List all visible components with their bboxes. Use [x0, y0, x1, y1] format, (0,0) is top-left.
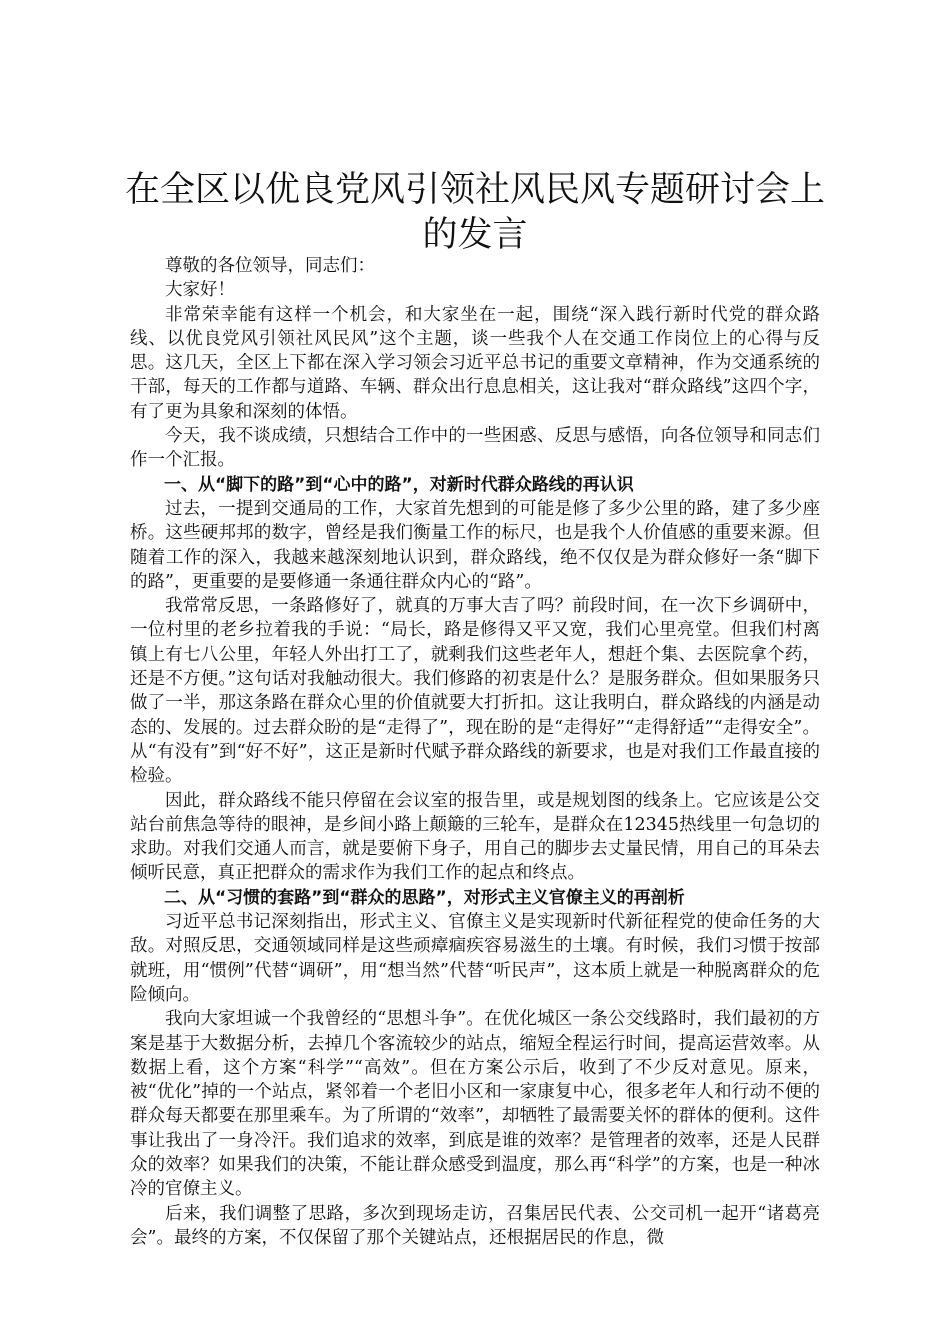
- paragraph: 我常常反思，一条路修好了，就真的万事大吉了吗？前段时间，在一次下乡调研中，一位村里的老乡拉着我的手说：“局长，路是修得又平又宽，我们心里亮堂。但我们村离镇上有七八公里，年轻人外出打工了，就剩我们这些老年人，想赶个集、去医院拿个药，还是不方便。”这句话对我触动很大。我们修路的初衷是什么？是服务群众。但如果服务只做了一半，那这条路在群众心里的价值就要大打折扣。这让我明白，群众路线的内涵是动态的、发展的。过去群众盼的是“走得了”，现在盼的是“走得好”“走得舒适”“走得安全”。从“有没有”到“好不好”，这正是新时代赋予群众路线的新要求，也是对我们工作最直接的检验。: [130, 596, 820, 787]
- paragraph: 因此，群众路线不能只停留在会议室的报告里，或是规划图的线条上。它应该是公交站台前焦急等待的眼神，是乡间小路上颠簸的三轮车，是群众在12345热线里一句急切的求助。对我们交通人而言，就是要俯下身子，用自己的脚步去丈量民情，用自己的耳朵去倾听民意，真正把群众的需求作为我们工作的起点和终点。: [130, 790, 820, 884]
- paragraph: 后来，我们调整了思路，多次到现场走访，召集居民代表、公交司机一起开“诸葛亮会”。最终的方案，不仅保留了那个关键站点，还根据居民的作息，微: [130, 1203, 820, 1248]
- paragraph: 非常荣幸能有这样一个机会，和大家坐在一起，围绕“深入践行新时代党的群众路线、以优良党风引领社风民风”这个主题，谈一些我个人在交通工作岗位上的心得与反思。这几天，全区上下都在深入学习领会习近平总书记的重要文章精神，作为交通系统的干部，每天的工作都与道路、车辆、群众出行息息相关，这让我对“群众路线”这四个字，有了更为具象和深刻的体悟。: [130, 304, 820, 422]
- document-title: 在全区以优良党风引领社风民风专题研讨会上的发言: [124, 170, 825, 255]
- paragraph: 今天，我不谈成绩，只想结合工作中的一些困惑、反思与感悟，向各位领导和同志们作一个汇报。: [130, 426, 820, 471]
- greeting: 大家好！: [165, 280, 235, 301]
- salutation: 尊敬的各位领导，同志们：: [165, 256, 375, 276]
- paragraph: 过去，一提到交通局的工作，大家首先想到的可能是修了多少公里的路，建了多少座桥。这些硬邦邦的数字，曾经是我们衡量工作的标尺，也是我个人价值感的重要来源。但随着工作的深入，我越来越深刻地认识到，群众路线，绝不仅仅是为群众修好一条“脚下的路”，更重要的是要修通一条通往群众内心的“路”。: [130, 498, 820, 592]
- section-heading: 二、从“习惯的套路”到“群众的思路”，对形式主义官僚主义的再剖析: [164, 887, 685, 908]
- section-heading: 一、从“脚下的路”到“心中的路”，对新时代群众路线的再认识: [164, 474, 634, 495]
- paragraph: 习近平总书记深刻指出，形式主义、官僚主义是实现新时代新征程党的使命任务的大敌。对照反思，交通领域同样是这些顽瘴痼疾容易滋生的土壤。有时候，我们习惯于按部就班，用“惯例”代替“调研”，用“想当然”代替“听民声”，这本质上就是一种脱离群众的危险倾向。: [130, 912, 820, 1005]
- document-body: [130, 254, 820, 1250]
- paragraph: 我向大家坦诚一个我曾经的“思想斗争”。在优化城区一条公交线路时，我们最初的方案是基于大数据分析，去掉几个客流较少的站点，缩短全程运行时间，提高运营效率。从数据上看，这个方案“科学”“高效”。但在方案公示后，收到了不少反对意见。原来，被“优化”掉的一个站点，紧邻着一个老旧小区和一家康复中心，很多老年人和行动不便的群众每天都要在那里乘车。为了所谓的“效率”，却牺牲了最需要关怀的群体的便利。这件事让我出了一身冷汗。我们追求的效率，到底是谁的效率？是管理者的效率，还是人民群众的效率？如果我们的决策，不能让群众感受到温度，那么再“科学”的方案，也是一种冰冷的官僚主义。: [130, 1009, 820, 1200]
